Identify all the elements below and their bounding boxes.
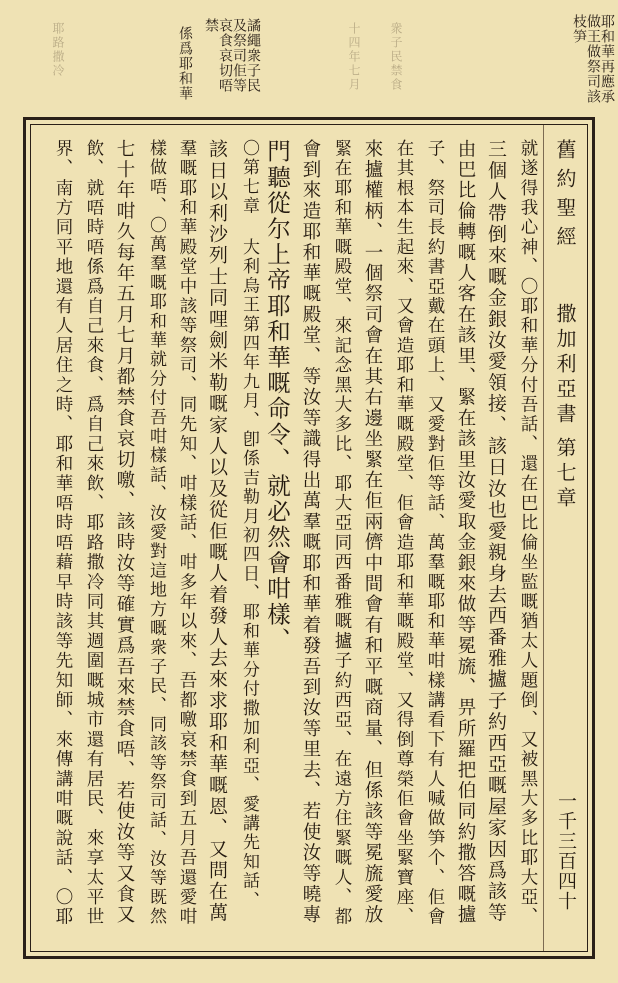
text-column: 羣嘅耶和華殿堂中該等祭司、同先知、咁樣話、咁多年以來、吾都噭哀禁食到五月吾還愛咁 [177,139,197,927]
text-column: 會到來造耶和華嘅殿堂、等汝等識得出萬羣嘅耶和華着發吾到汝等里去、若使汝等曉專 [300,139,321,926]
title-strip [549,125,579,951]
text-column: 樣做唔、〇萬羣嘅耶和華就分付吾咁樣話、汝愛對這地方嘅衆子民、同該等祭司話、汝等既然 [146,139,166,927]
text-column: 三個人帶倒來嘅金銀汝愛領接、該日汝也愛親身去西番雅攎子約西亞嘅屋家因爲該等 [485,139,507,924]
header-note: 耶和華再應承做王做祭司該枝笋 [571,14,615,104]
text-column: 就遂得我心神、〇耶和華分付吾話、還在巴比倫坐監嘅猶太人題倒、又被黑大多比耶大亞、 [518,139,538,927]
ghost-note: 十四年七月 [347,22,361,92]
text-column: 子、祭司長約書亞戴在頭上、又愛對佢等話、萬羣嘅耶和華咁樣講看下有人喊做笋个、佢會 [425,139,445,927]
header-note: 譎繩衆子民及祭司佢等哀食哀切唔禁 [203,18,261,93]
text-frame-inner [30,124,588,952]
book-name: 撒加利亞書 [553,303,577,428]
text-column: 由巴比倫轉嘅人客在該里、緊在該里汝愛取金銀來做等冕旒、畀所羅把伯同約撒答嘅攎 [455,139,476,926]
text-column: 〇第七章 大利烏王第四年九月、卽係吉勒月初四日、耶和華分付撒加利亞、愛講先知話、 [239,139,259,910]
page-number: 一千三百四十 [555,791,577,911]
chapter-heading: 第七章 [553,437,577,512]
header-note: 係爲耶和華 [177,26,193,101]
text-column: 七十年咁久每年五月七月都禁食哀切噭、該時汝等確實爲吾來禁食唔、若使汝等又食又 [114,139,135,926]
text-column: 該日以利沙列士同哩劍米勒嘅家人以及從佢嘅人着發人去來求耶和華嘅恩、又問在萬 [206,139,228,924]
text-column: 飲、就唔時唔係爲自己來食、爲自己來飲、耶路撒冷同其週圍嘅城市還有居民、來享太平世 [84,139,104,927]
text-column: 來攎權柄、一個祭司會在其右邊坐緊在佢兩儕中間會有和平嘅商量、但係該等冕旒愛放 [362,139,383,926]
text-column: 門聽從尔上帝耶和華嘅命令、就必然會咁樣、 [263,139,291,653]
ghost-note: 衆子民禁食 [389,22,403,92]
text-frame [23,117,595,959]
text-column: 界、南方同平地還有人居住之時、耶和華唔時唔藉早時該等先知師、來傳講咁嘅說話、〇耶 [53,139,73,927]
text-column: 緊在耶和華嘅殿堂、來記念黑大多比、耶大亞同西番雅嘅攎子約西亞、在遠方住緊嘅人、都 [332,139,352,927]
ghost-note: 耶路撒冷 [51,22,65,78]
book-title: 舊約聖經 [553,139,577,255]
text-column: 在其根本生起來、又會造耶和華嘅殿堂、佢會造耶和華嘅殿堂、又得倒尊榮佢會坐緊寶座、 [394,139,414,927]
title-divider [543,125,544,951]
